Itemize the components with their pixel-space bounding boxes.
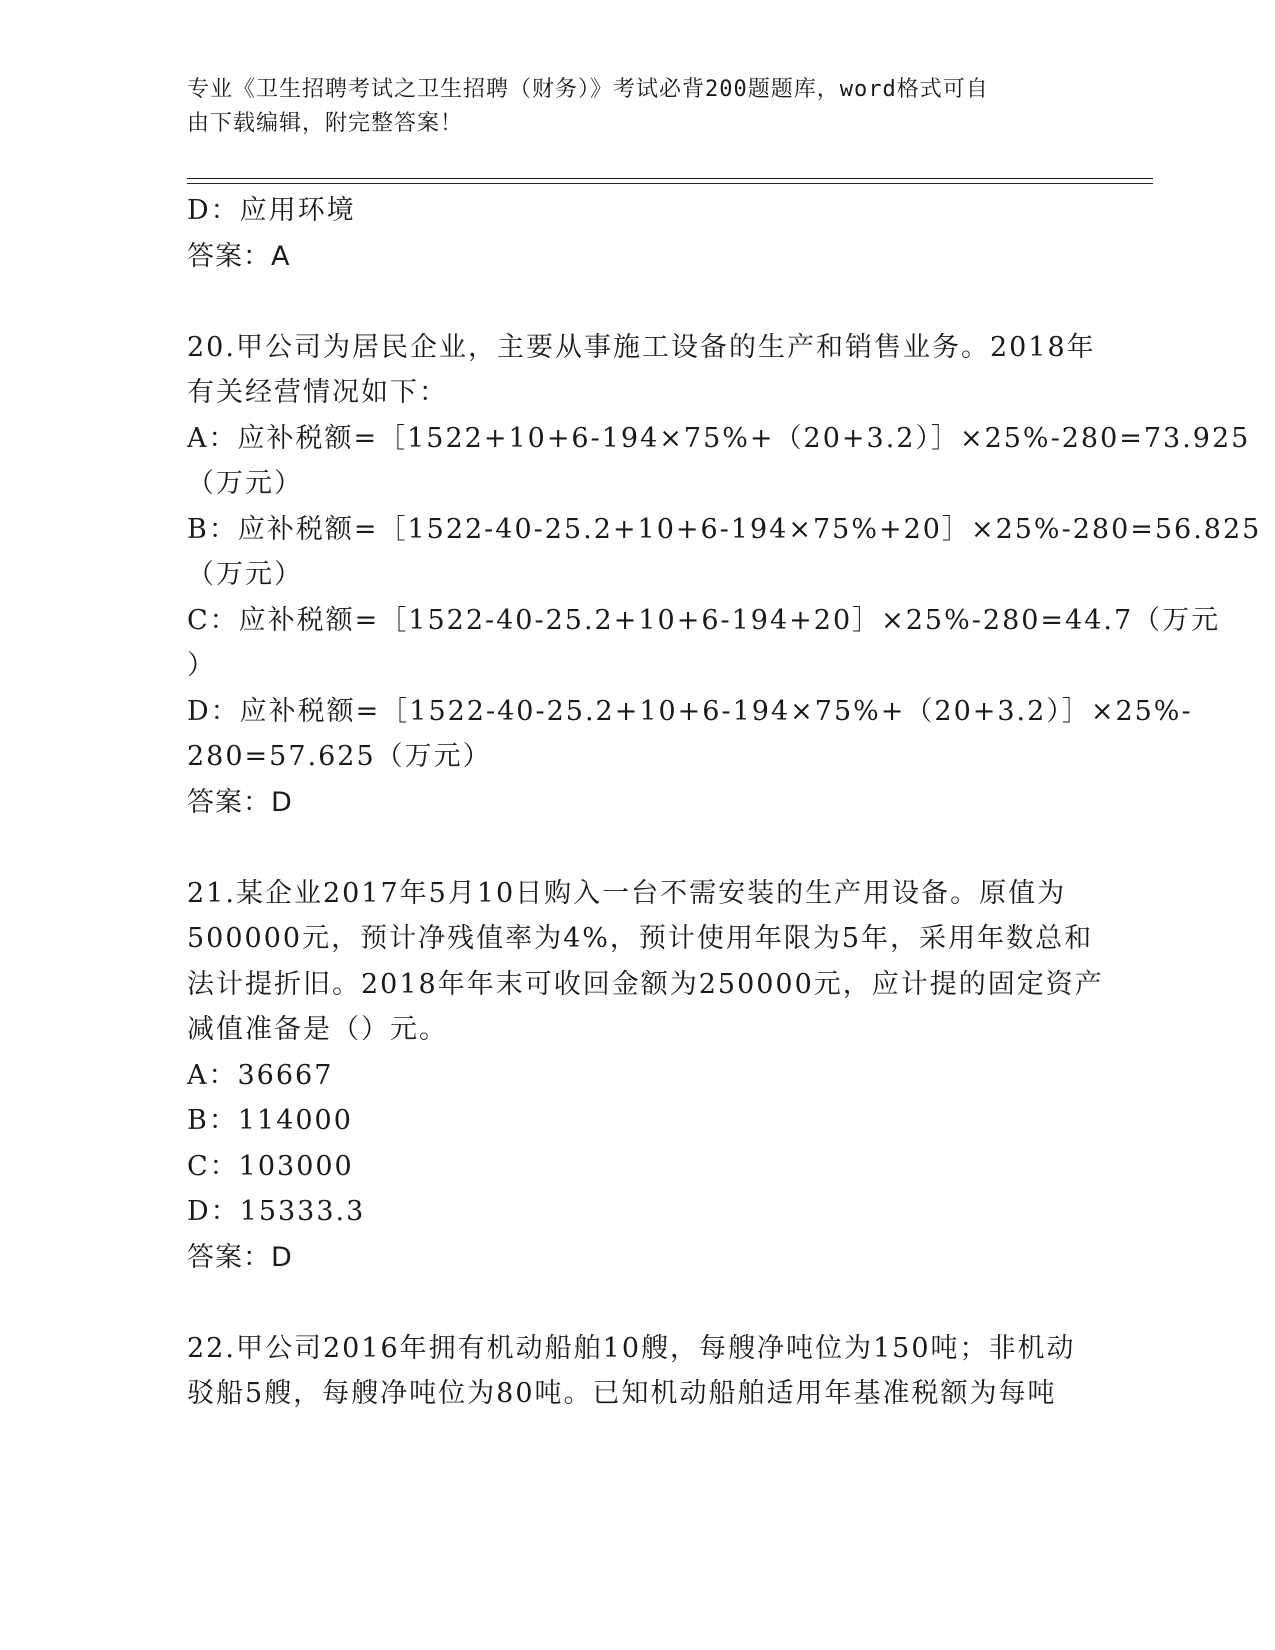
q21-stem-line-4: 减值准备是（）元。 xyxy=(187,1014,448,1045)
q20-option-c-line-1: C：应补税额=［1522-40-25.2+10+6-194+20］×25%-280=44.7（万元 xyxy=(187,604,1221,636)
q21-option-a: A：36667 xyxy=(187,1059,334,1091)
q21-option-b: B：114000 xyxy=(187,1105,353,1136)
header-divider-bottom xyxy=(187,183,1153,184)
q22-stem-line-2: 驳船5艘，每艘净吨位为80吨。已知机动船舶适用年基准税额为每吨 xyxy=(187,1378,1057,1409)
q21-answer: 答案：D xyxy=(187,1241,293,1273)
spacer xyxy=(187,1280,1087,1326)
q21-stem-line-3: 法计提折旧。2018年年末可收回金额为250000元，应计提的固定资产 xyxy=(187,968,1104,1000)
header-line-1: 专业《卫生招聘考试之卫生招聘（财务）》考试必背200题题库，word格式可自 xyxy=(187,77,989,102)
q20-option-b-line-1: B：应补税额=［1522-40-25.2+10+6-194×75%+20］×25%-280=56.825 xyxy=(187,513,1262,545)
q20-answer: 答案：D xyxy=(187,786,293,818)
spacer xyxy=(187,825,1087,871)
q19-answer: 答案：A xyxy=(187,240,291,272)
page-header xyxy=(187,73,1067,141)
q21-stem-line-2: 500000元，预计净残值率为4%，预计使用年限为5年，采用年数总和 xyxy=(187,923,1094,954)
header-line-2: 由下载编辑，附完整答案！ xyxy=(187,111,464,136)
q21-option-d: D：15333.3 xyxy=(187,1196,366,1227)
question-content xyxy=(187,188,1262,1417)
q22-stem-line-1: 22.甲公司2016年拥有机动船舶10艘，每艘净吨位为150吨；非机动 xyxy=(187,1332,1076,1364)
q20-option-a-line-2: （万元） xyxy=(187,468,303,499)
q21-option-c: C：103000 xyxy=(187,1150,354,1182)
q20-option-c-line-2: ） xyxy=(187,650,216,681)
q20-option-a-line-1: A：应补税额=［1522+10+6-194×75%+（20+3.2）］×25%-280=73.925 xyxy=(187,422,1251,454)
q19-option-d: D：应用环境 xyxy=(187,195,356,226)
q21-stem-line-1: 21.某企业2017年5月10日购入一台不需安装的生产用设备。原值为 xyxy=(187,877,1067,909)
q20-option-b-line-2: （万元） xyxy=(187,559,303,590)
header-divider-top xyxy=(187,178,1153,179)
q20-stem-line-1: 20.甲公司为居民企业，主要从事施工设备的生产和销售业务。2018年 xyxy=(187,331,1096,363)
q20-option-d-line-1: D：应补税额=［1522-40-25.2+10+6-194×75%+（20+3.2）］×25%- xyxy=(187,695,1193,727)
q20-stem-line-2: 有关经营情况如下： xyxy=(187,377,448,408)
q20-option-d-line-2: 280=57.625（万元） xyxy=(187,741,492,772)
spacer xyxy=(187,279,1087,325)
